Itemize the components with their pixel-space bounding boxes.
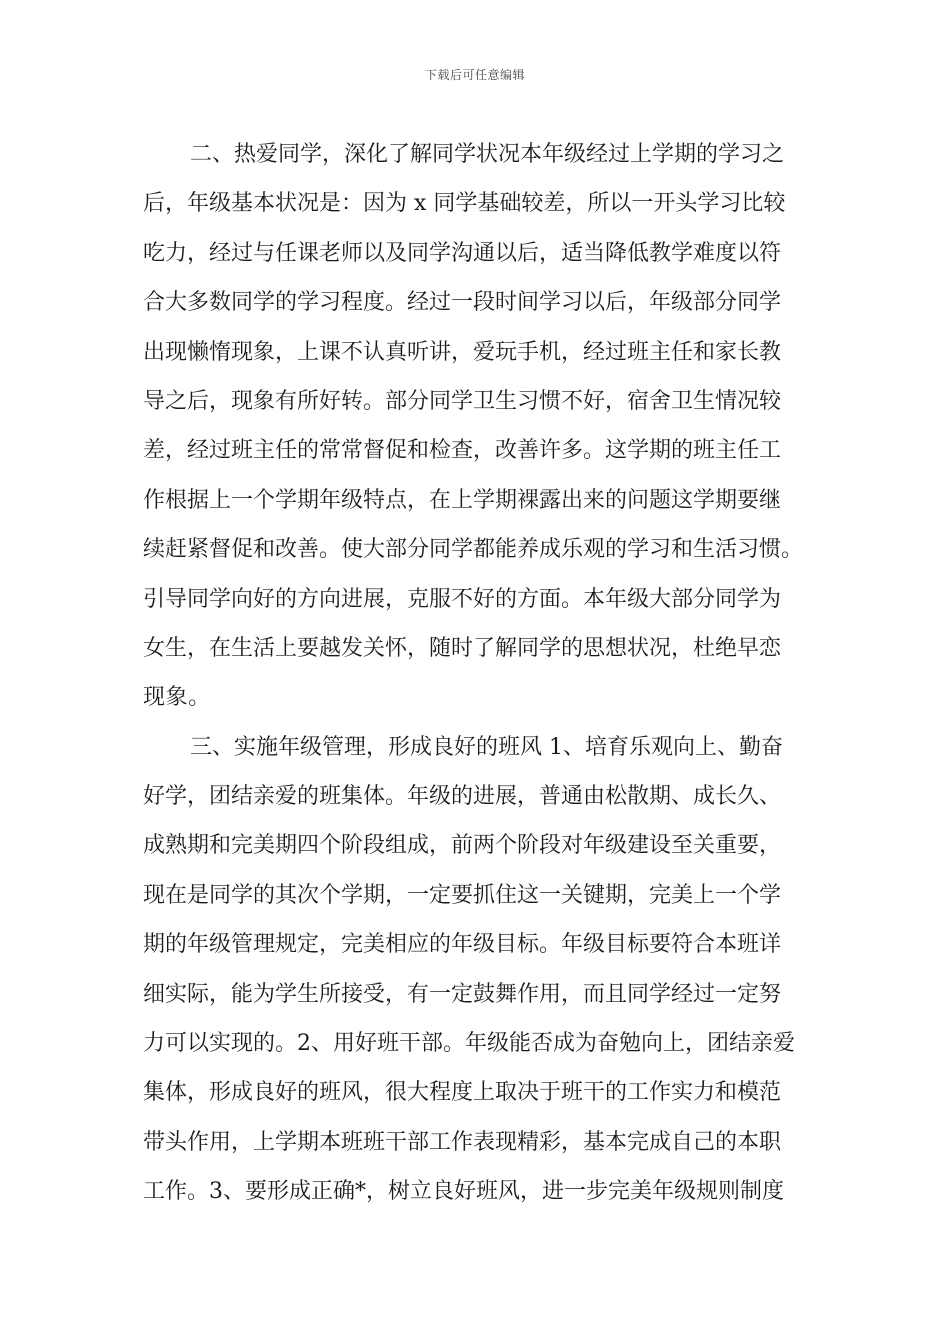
text-line: 作根据上一个学期年级特点，在上学期裸露出来的问题这学期要继 [143,487,782,513]
text-line: 现在是同学的其次个学期，一定要抓住这一关键期，完美上一个学 [143,882,782,908]
text-line: 细实际，能为学生所接受，有一定鼓舞作用，而且同学经过一定努 [143,981,782,1007]
document-body [143,130,807,1217]
text-line: 合大多数同学的学习程度。经过一段时间学习以后，年级部分同学 [143,290,782,316]
text-line: 现象。 [143,685,211,711]
text-line: 续赶紧督促和改善。使大部分同学都能养成乐观的学习和生活习惯。 [143,537,804,563]
text-line: 工作。3、要形成正确*，树立良好班风，进一步完美年级规则制度 [143,1179,784,1205]
text-line: 出现懒惰现象，上课不认真听讲，爱玩手机，经过班主任和家长教 [143,339,782,365]
text-line: 导之后，现象有所好转。部分同学卫生习惯不好，宿舍卫生情况较 [143,388,782,414]
text-line: 带头作用，上学期本班班干部工作表现精彩，基本完成自己的本职 [143,1129,782,1155]
paragraph-first-line: 二、热爱同学，深化了解同学状况本年级经过上学期的学习之 [190,142,785,167]
text-line: 好学，团结亲爱的班集体。年级的进展，普通由松散期、成长久、 [143,784,782,810]
text-line: 力可以实现的。2、用好班干部。年级能否成为奋勉向上，团结亲爱 [143,1031,795,1057]
page-header: 下载后可任意编辑 [424,68,525,82]
text-line: 差，经过班主任的常常督促和检查，改善许多。这学期的班主任工 [143,438,782,464]
text-line: 期的年级管理规定，完美相应的年级目标。年级目标要符合本班详 [143,932,782,958]
text-line: 女生，在生活上要越发关怀，随时了解同学的思想状况，杜绝早恋 [143,635,782,661]
text-line: 后，年级基本状况是：因为 x 同学基础较差，所以一开头学习比较 [143,191,786,217]
text-line: 引导同学向好的方向进展，克服不好的方面。本年级大部分同学为 [143,586,782,612]
text-line: 成熟期和完美期四个阶段组成，前两个阶段对年级建设至关重要， [143,833,782,859]
text-line: 吃力，经过与任课老师以及同学沟通以后，适当降低教学难度以符 [143,240,782,266]
paragraph-first-line: 三、实施年级管理，形成良好的班风 1、培育乐观向上、勤奋 [190,734,783,760]
text-line: 集体，形成良好的班风，很大程度上取决于班干的工作实力和模范 [143,1080,782,1106]
